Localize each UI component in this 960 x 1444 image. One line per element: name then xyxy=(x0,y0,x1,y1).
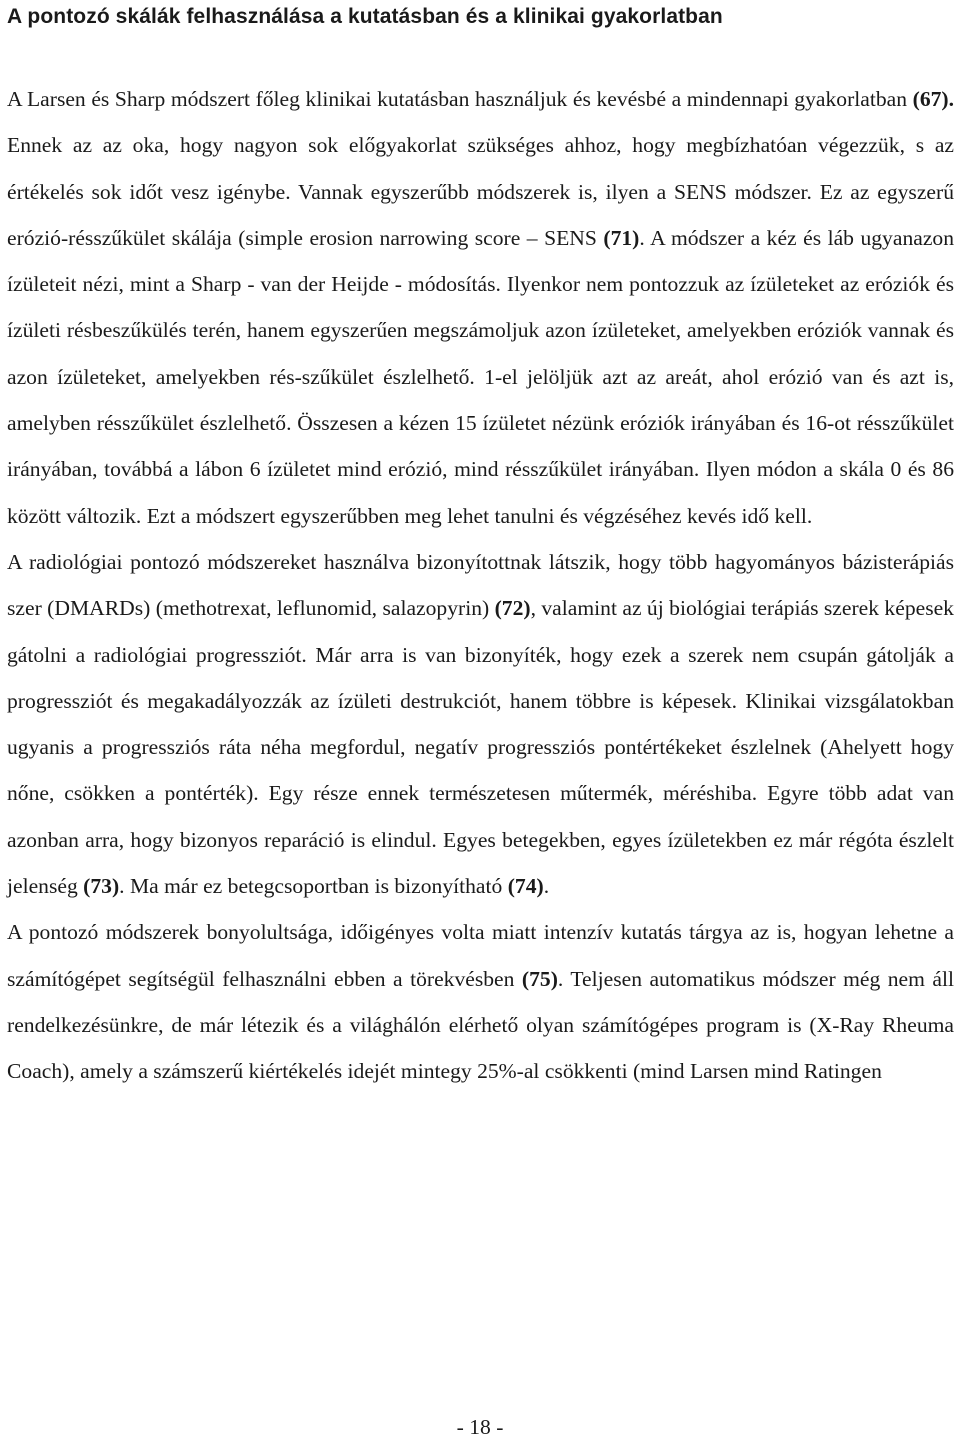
section-heading: A pontozó skálák felhasználása a kutatásban és a klinikai gyakorlatban xyxy=(7,5,723,28)
paragraph-3-text-2: . Teljesen automatikus módszer még nem áll rendelkezésünkre, de már létezik és a világhálón elérhető olyan számítógépes program is (X-Ray Rheuma Coach), amely a számszerű kiértékelés idejét mintegy 25%-al csökkenti (mind Larsen mind Ratingen xyxy=(7,966,954,1084)
page-number: - 18 - xyxy=(456,1415,504,1439)
citation-75: (75) xyxy=(521,966,558,991)
paragraph-3-text-1: A pontozó módszerek bonyolultsága, időigényes volta miatt intenzív kutatás tárgya az is, hogyan lehetne a számítógépet segítségül felhasználni ebben a törekvésben xyxy=(7,920,954,991)
paragraph-1-text-3: . A módszer a kéz és láb ugyanazon ízületeit nézi, mint a Sharp - van der Heijde - módosítás. Ilyenkor nem pontozzuk az ízületeket az eróziók és ízületi résbeszűkülés terén, hanem egyszerűen megszámoljuk azon ízületeket, amelyekben eróziók vannak és azon ízületeket, amelyekben rés-szűkület észlelhető. 1-el jelöljük azt az areát, ahol erózió van és azt is, amelyben résszűkület észlelhető. Összesen a kézen 15 ízületet nézünk eróziók irányában és 16-ot résszűkület irányában, továbbá a lábon 6 ízületet mind erózió, mind résszűkület irányában. Ilyen módon a skála 0 és 86 között változik. Ezt a módszert egyszerűbben meg lehet tanulni és végzéséhez kevés idő kell. xyxy=(7,225,954,528)
paragraph-2-text-3: . Ma már ez betegcsoportban is bizonyítható xyxy=(119,874,508,899)
citation-72: (72) xyxy=(494,596,531,621)
paragraph-1 xyxy=(7,76,954,539)
paragraph-2-text-4: . xyxy=(543,874,550,899)
paragraph-2-text-2: , valamint az új biológiai terápiás szerek képesek gátolni a radiológiai progressziót. Már arra is van bizonyíték, hogy ezek a szerek nem csupán gátolják a progressziót és megakadályozzák az ízületi destrukciót, hanem többre is képesek. Klinikai vizsgálatokban ugyanis a progressziós ráta néha megfordul, negatív progressziós pontértékeket észlelnek (Ahelyett hogy nőne, csökken a pontérték). Egy része ennek természetesen műtermék, méréshiba. Egyre több adat van azonban arra, hogy bizonyos reparáció is elindul. Egyes betegekben, egyes ízületekben ez már régóta észlelt jelenség xyxy=(7,596,954,899)
citation-71: (71) xyxy=(603,225,640,250)
paragraph-3 xyxy=(7,909,954,1094)
paragraph-2 xyxy=(7,539,954,909)
paragraph-1-text-2: Ennek az az oka, hogy nagyon sok előgyakorlat szükséges ahhoz, hogy megbízhatóan végezzük, s az értékelés sok időt vesz igénybe. Vannak egyszerűbb módszerek is, ilyen a SENS módszer. Ez az egyszerű erózió-résszűkület skálája (simple erosion narrowing score – SENS xyxy=(7,133,954,250)
paragraph-2-text-1: A radiológiai pontozó módszereket használva bizonyítottnak látszik, hogy több hagyományos bázisterápiás szer (DMARDs) (methotrexat, leflunomid, salazopyrin) xyxy=(7,549,954,621)
paragraph-1-text-1: A Larsen és Sharp módszert főleg klinikai kutatásban használjuk és kevésbé a mindennapi gyakorlatban xyxy=(7,87,913,111)
document-page xyxy=(7,0,954,1095)
citation-74: (74) xyxy=(507,874,544,899)
citation-67: (67). xyxy=(912,87,954,111)
citation-73: (73) xyxy=(83,874,120,899)
